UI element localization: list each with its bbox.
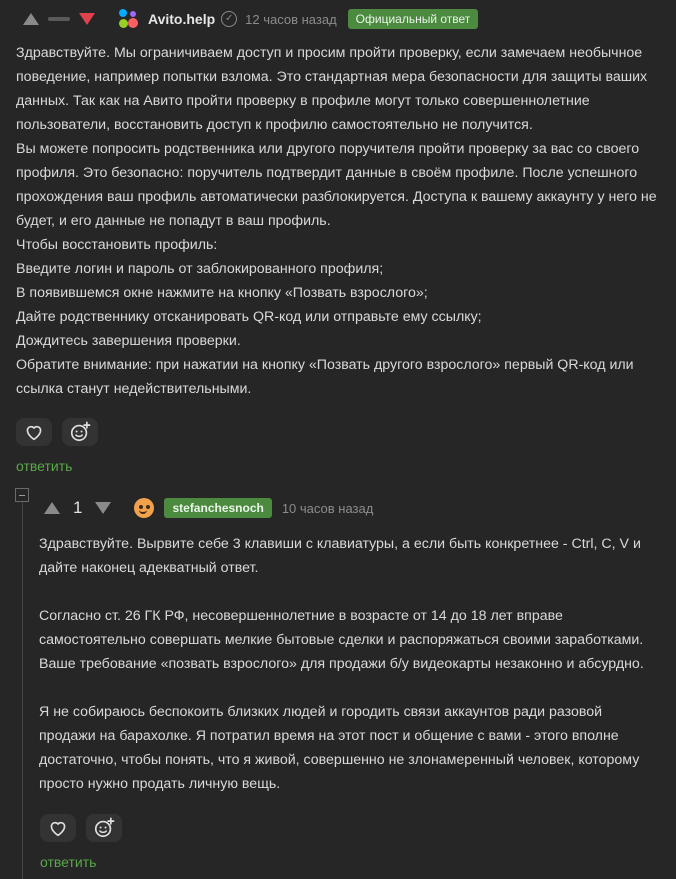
- comment-paragraph: В появившемся окне нажмите на кнопку «Позвать взрослого»;: [16, 285, 428, 301]
- upvote-icon: [23, 13, 39, 25]
- comment-paragraph: Согласно ст. 26 ГК РФ, несовершеннолетние в возрасте от 14 до 18 лет вправе самостоятельно совершать мелкие бытовые сделки и распоряжаться своими заработками. Ваше требование «позвать взрослого» для продажи б/у видеокарты незаконно и абсурдно.: [39, 608, 648, 672]
- comment-body: [0, 532, 676, 796]
- comment-time[interactable]: 12 часов назад: [245, 11, 337, 27]
- upvote-button[interactable]: [39, 498, 65, 518]
- comment-actions: [0, 418, 676, 446]
- downvote-button[interactable]: [90, 498, 116, 518]
- comment-header: [0, 0, 676, 38]
- comment-paragraph: Вы можете попросить родственника или другого поручителя пройти проверку за вас со своего профиля. Это безопасно: поручитель подтвердит данные в своём профиле. После успешного прохождения ваш профиль автоматически разблокируется. Доступа к вашему аккаунту у него не будет, и его данные не попадут в ваш профиль.: [16, 141, 661, 229]
- rating-value: 1: [73, 498, 83, 517]
- comment-paragraph: Обратите внимание: при нажатии на кнопку «Позвать другого взрослого» первый QR-код или ссылка станут недействительными.: [16, 357, 638, 397]
- upvote-icon: [44, 502, 60, 514]
- comment-body: [0, 38, 676, 401]
- heart-icon: [48, 819, 68, 837]
- avatar[interactable]: [134, 498, 154, 518]
- comment-time[interactable]: 10 часов назад: [281, 500, 374, 516]
- downvote-button[interactable]: [74, 9, 100, 29]
- like-button[interactable]: [16, 418, 52, 446]
- author-name[interactable]: stefanchesnoch: [164, 498, 271, 518]
- comment-actions: [0, 814, 676, 842]
- heart-icon: [24, 423, 44, 441]
- reply-link[interactable]: ответить: [16, 458, 73, 474]
- comment-paragraph: Дождитесь завершения проверки.: [16, 333, 241, 349]
- add-reaction-button[interactable]: [86, 814, 122, 842]
- upvote-button[interactable]: [18, 9, 44, 29]
- reply-link[interactable]: ответить: [40, 854, 97, 870]
- downvote-icon: [79, 13, 95, 25]
- downvote-icon: [95, 502, 111, 514]
- vote-control: [18, 9, 100, 29]
- add-reaction-icon: [93, 817, 115, 839]
- like-button[interactable]: [40, 814, 76, 842]
- rating-dash: [48, 17, 70, 21]
- comment-paragraph: Чтобы восстановить профиль:: [16, 237, 218, 253]
- comment-paragraph: Здравствуйте. Вырвите себе 3 клавиши с клавиатуры, а если быть конкретнее - Ctrl, C, V и дайте наконец адекватный ответ.: [39, 536, 645, 576]
- add-reaction-icon: [69, 421, 91, 443]
- vote-control: [39, 498, 116, 518]
- add-reaction-button[interactable]: [62, 418, 98, 446]
- comment-paragraph: Дайте родственнику отсканировать QR-код или отправьте ему ссылку;: [16, 309, 482, 325]
- comment-paragraph: Я не собираюсь беспокоить близких людей и городить связи аккаунтов ради разовой продажи на барахолке. Я потратил время на этот пост и общение с вами - этого вполне достаточно, чтобы понять, что я живой, совершенно не злонамеренный человек, которому просто нужно продать личную вещь.: [39, 704, 644, 792]
- verified-icon: ✓: [221, 11, 237, 27]
- avatar[interactable]: [118, 8, 140, 30]
- author-name[interactable]: Avito.help: [148, 11, 216, 27]
- comment-reply: [0, 484, 676, 870]
- comment-paragraph: Здравствуйте. Мы ограничиваем доступ и просим пройти проверку, если замечаем необычное поведение, например попытки взлома. Это стандартная мера безопасности для защиты ваших данных. Так как на Авито пройти проверку в профиле могут только совершеннолетние пользователи, восстановить доступ к профилю самостоятельно не получится.: [16, 45, 652, 133]
- official-answer-badge: Официальный ответ: [348, 9, 479, 29]
- comment-paragraph: Введите логин и пароль от заблокированного профиля;: [16, 261, 384, 277]
- comment-header: [0, 484, 676, 532]
